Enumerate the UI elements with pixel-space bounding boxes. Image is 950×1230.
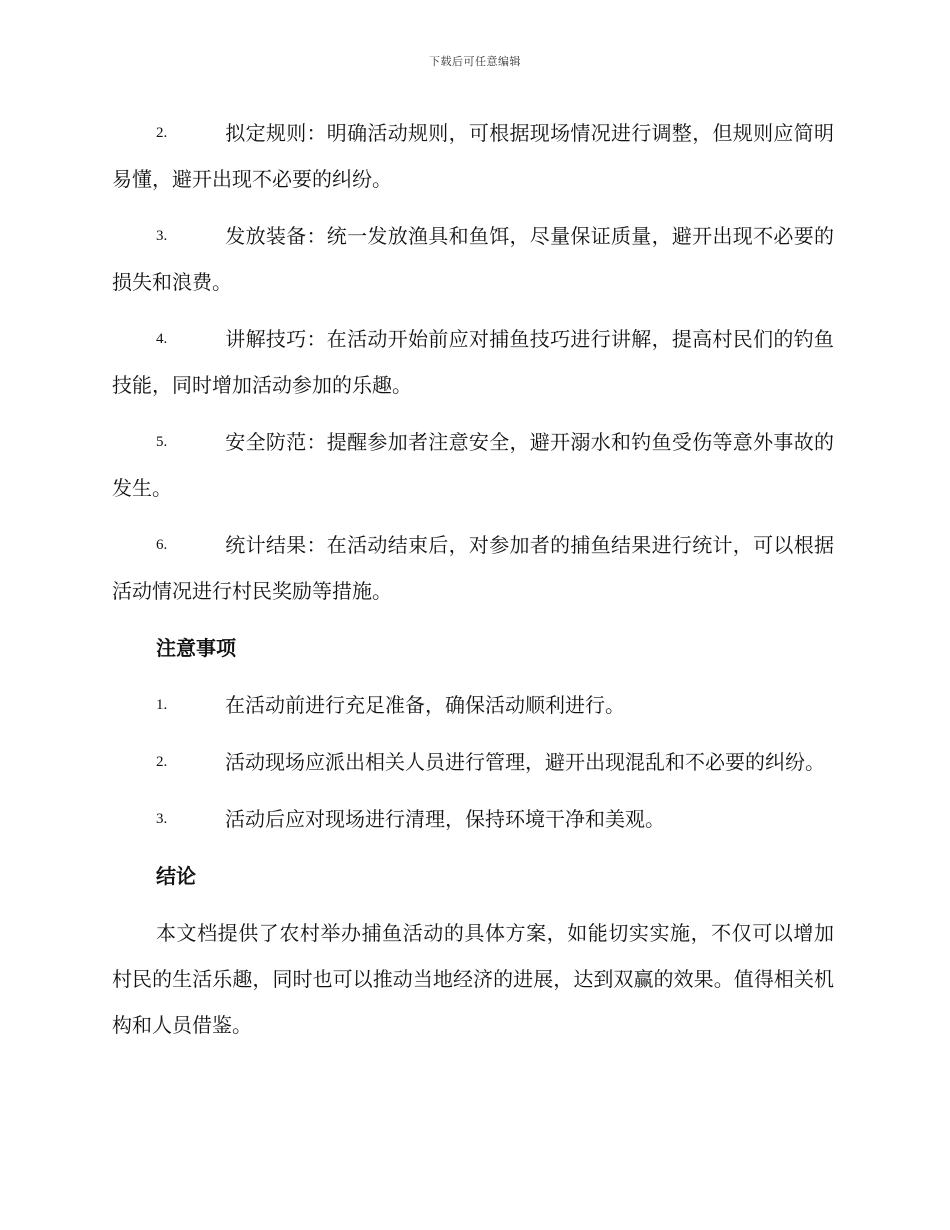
step-item (112, 316, 834, 408)
notes-heading: 注意事项 (156, 636, 236, 660)
step-text: 发放装备：统一发放渔具和鱼饵，尽量保证质量，避开出现不必要的损失和浪费。 (112, 224, 834, 294)
step-item (112, 522, 834, 614)
note-text: 活动现场应派出相关人员进行管理，避开出现混乱和不必要的纠纷。 (225, 750, 825, 774)
note-number: 3. (156, 811, 168, 827)
conclusion-heading: 结论 (156, 864, 196, 888)
step-text: 统计结果：在活动结束后，对参加者的捕鱼结果进行统计，可以根据活动情况进行村民奖励等措施。 (112, 533, 834, 603)
note-number: 2. (156, 754, 168, 770)
note-item (112, 682, 834, 728)
note-number: 1. (156, 697, 168, 713)
conclusion-paragraph: 本文档提供了农村举办捕鱼活动的具体方案，如能切实实施，不仅可以增加村民的生活乐趣，同时也可以推动当地经济的进展，达到双赢的效果。值得相关机构和人员借鉴。 (112, 921, 834, 1037)
document-body (112, 110, 834, 1048)
note-text: 在活动前进行充足准备，确保活动顺利进行。 (225, 693, 625, 717)
note-item (112, 796, 834, 842)
step-number: 2. (156, 125, 168, 141)
page-header: 下载后可任意编辑 (429, 55, 521, 68)
step-item (112, 213, 834, 305)
step-item (112, 419, 834, 511)
note-item (112, 739, 834, 785)
step-number: 6. (156, 537, 168, 553)
step-text: 讲解技巧：在活动开始前应对捕鱼技巧进行讲解，提高村民们的钓鱼技能，同时增加活动参加的乐趣。 (112, 327, 834, 397)
note-text: 活动后应对现场进行清理，保持环境干净和美观。 (225, 807, 665, 831)
step-text: 拟定规则：明确活动规则，可根据现场情况进行调整，但规则应简明易懂，避开出现不必要的纠纷。 (112, 121, 834, 191)
step-number: 3. (156, 228, 168, 244)
step-text: 安全防范：提醒参加者注意安全，避开溺水和钓鱼受伤等意外事故的发生。 (112, 430, 834, 500)
step-item (112, 110, 834, 202)
step-number: 4. (156, 331, 168, 347)
step-number: 5. (156, 434, 168, 450)
